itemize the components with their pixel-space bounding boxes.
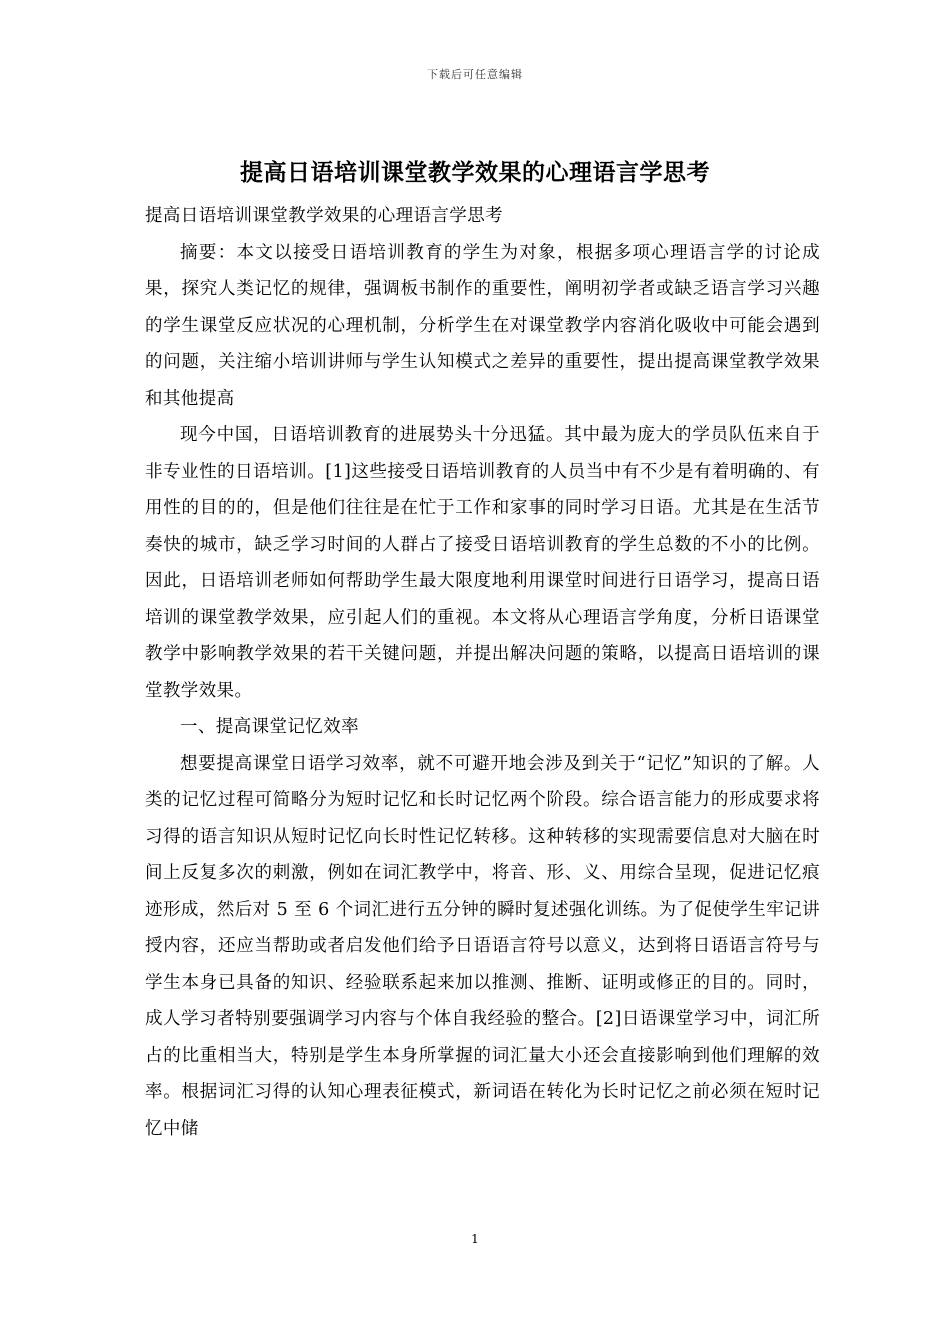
body-paragraph: 现今中国，日语培训教育的进展势头十分迅猛。其中最为庞大的学员队伍来自于非专业性的日语培训。[1]这些接受日语培训教育的人员当中有不少是有着明确的、有用性的目的的，但是他们往往是在忙于工作和家事的同时学习日语。尤其是在生活节奏快的城市，缺乏学习时间的人群占了接受日语培训教育的学生总数的不小的比例。因此，日语培训老师如何帮助学生最大限度地利用课堂时间进行日语学习，提高日语培训的课堂教学效果，应引起人们的重视。本文将从心理语言学角度，分析日语课堂教学中影响教学效果的若干关键问题，并提出解决问题的策略，以提高日语培训的课堂教学效果。: [145, 425, 820, 701]
document-subtitle: 提高日语培训课堂教学效果的心理语言学思考: [145, 206, 503, 226]
document-title: 提高日语培训课堂教学效果的心理语言学思考: [240, 159, 710, 186]
section-heading: 一、提高课堂记忆效率: [180, 717, 359, 737]
document-body: [145, 198, 820, 1147]
abstract-paragraph: 摘要：本文以接受日语培训教育的学生为对象，根据多项心理语言学的讨论成果，探究人类记忆的规律，强调板书制作的重要性，阐明初学者或缺乏语言学习兴趣的学生课堂反应状况的心理机制，分析学生在对课堂教学内容消化吸收中可能会遇到的问题，关注缩小培训讲师与学生认知模式之差异的重要性，提出提高课堂教学效果和其他提高: [145, 242, 820, 409]
header-note: 下载后可任意编辑: [427, 68, 523, 81]
body-paragraph: 想要提高课堂日语学习效率，就不可避开地会涉及到关于“记忆”知识的了解。人类的记忆过程可简略分为短时记忆和长时记忆两个阶段。综合语言能力的形成要求将习得的语言知识从短时记忆向长时性记忆转移。这种转移的实现需要信息对大脑在时间上反复多次的刺激，例如在词汇教学中，将音、形、义、用综合呈现，促进记忆痕迹形成，然后对 5 至 6 个词汇进行五分钟的瞬时复述强化训练。为了促使学生牢记讲授内容，还应当帮助或者启发他们给予日语语言符号以意义，达到将日语语言符号与学生本身已具备的知识、经验联系起来加以推测、推断、证明或修正的目的。同时，成人学习者特别要强调学习内容与个体自我经验的整合。[2]日语课堂学习中，词汇所占的比重相当大，特别是学生本身所掌握的词汇量大小还会直接影响到他们理解的效率。根据词汇习得的认知心理表征模式，新词语在转化为长时记忆之前必须在短时记忆中储: [145, 753, 820, 1139]
page-number: 1: [471, 1232, 479, 1246]
